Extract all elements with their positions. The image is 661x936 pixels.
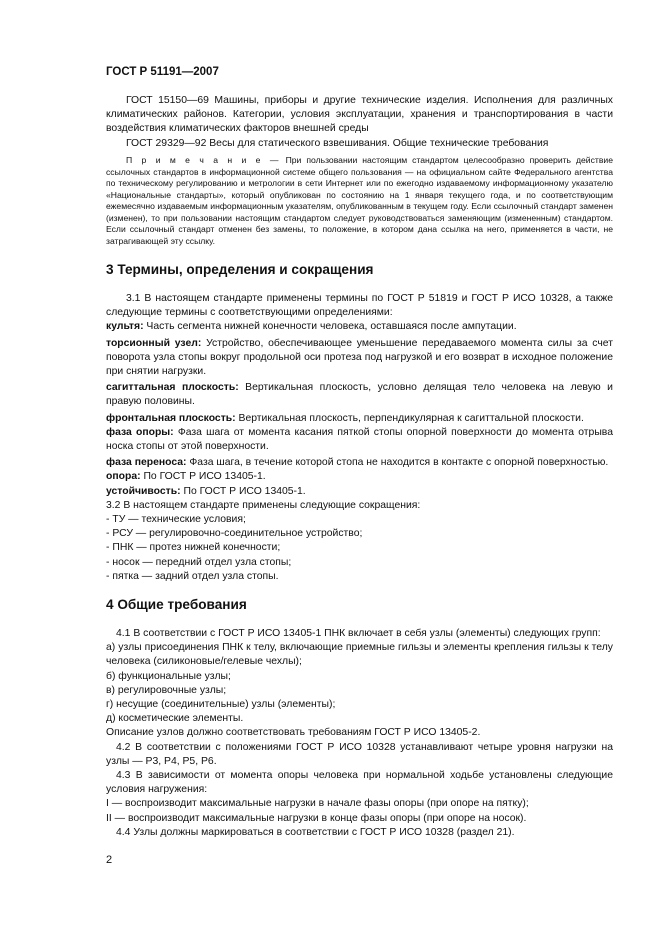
- term-item: [106, 320, 613, 334]
- term-label: устойчивость:: [106, 485, 181, 497]
- term-item: [106, 485, 613, 499]
- note-label: П р и м е ч а н и е —: [126, 155, 281, 165]
- term-item: [106, 456, 613, 470]
- term-item: [106, 426, 613, 454]
- term-label: торсионный узел:: [106, 337, 202, 349]
- term-label: сагиттальная плоскость:: [106, 382, 239, 394]
- paragraph-4-1-end: Описание узлов должно соответствовать требованиям ГОСТ Р ИСО 13405-2.: [106, 727, 481, 739]
- condition-item: II — воспроизводит максимальные нагрузки в конце фазы опоры (при опоре на носок).: [106, 812, 527, 824]
- section-4: [106, 597, 613, 612]
- section-3: [106, 262, 613, 277]
- references-block: [106, 94, 613, 151]
- abbr-item: - ТУ — технические условия;: [106, 514, 246, 526]
- term-definition: Вертикальная плоскость, перпендикулярная к сагиттальной плоскости.: [235, 412, 584, 424]
- note-text: При пользовании настоящим стандартом целесообразно проверить действие ссылочных стандартов в информационной системе общего пользования — на официальном сайте Федерального агентства по техническому регулированию и метрологии в сети Интернет или по ежегодно издаваемому информационному указателю «Национальные стандарты», который опубликован по состоянию на 1 января текущего года, и по соответствующим ежемесячно издаваемым информационным указателям, опубликованным в текущем году. Если ссылочный стандарт заменен (изменен), то при пользовании настоящим стандартом следует руководствоваться заменяющим (измененным) стандартом. Если ссылочный стандарт отменен без замены, то положение, в котором дана ссылка на него, применяется в части, не затрагивающей эту ссылку.: [106, 155, 613, 246]
- list-item: в) регулировочные узлы;: [106, 684, 227, 696]
- section-4-title: 4 Общие требования: [106, 597, 247, 612]
- page-header: ГОСТ Р 51191—2007: [106, 66, 219, 78]
- term-label: культя:: [106, 321, 144, 333]
- paragraph-4-1: 4.1 В соответствии с ГОСТ Р ИСО 13405-1 ПНК включает в себя узлы (элементы) следующих групп:: [116, 628, 601, 639]
- page-number: 2: [106, 854, 113, 866]
- list-item: б) функциональные узлы;: [106, 670, 231, 682]
- section-3-body: [106, 292, 613, 584]
- term-definition: Фаза шага, в течение которой стопа не находится в контакте с опорной поверхностью.: [186, 457, 609, 469]
- term-definition: Устройство, обеспечивающее уменьшение передаваемого момента силы за счет поворота узла стопы вокруг продольной оси протеза под нагрузкой и его возврат в исходное положение при снятии нагрузки.: [106, 337, 613, 378]
- term-label: опора:: [106, 471, 141, 483]
- term-item: [106, 470, 613, 484]
- abbr-item: - носок — передний отдел узла стопы;: [106, 556, 292, 568]
- term-definition: Фаза шага от момента касания пяткой стопы опорной поверхности до момента отрыва носка стопы от этой поверхности.: [106, 426, 613, 453]
- abbr-item: - РСУ — регулировочно-соединительное устройство;: [106, 528, 363, 540]
- term-item: [106, 381, 613, 409]
- reference-item: ГОСТ 29329—92 Весы для статического взвешивания. Общие технические требования: [126, 137, 549, 149]
- paragraph-4-4: 4.4 Узлы должны маркироваться в соответствии с ГОСТ Р ИСО 10328 (раздел 21).: [116, 826, 515, 838]
- section-3-title: 3 Термины, определения и сокращения: [106, 262, 374, 277]
- list-item: г) несущие (соединительные) узлы (элементы);: [106, 699, 336, 711]
- abbr-item: - пятка — задний отдел узла стопы.: [106, 570, 279, 582]
- term-item: [106, 412, 613, 426]
- list-item: д) косметические элементы.: [106, 713, 244, 725]
- note-block: [106, 155, 613, 247]
- term-label: фронтальная плоскость:: [106, 412, 236, 424]
- paragraph-4-3: 4.3 В зависимости от момента опоры человека при нормальной ходьбе установлены следующие условия нагружения:: [106, 770, 613, 796]
- abbr-item: - ПНК — протез нижней конечности;: [106, 542, 281, 554]
- term-definition: По ГОСТ Р ИСО 13405-1.: [180, 485, 306, 497]
- term-definition: По ГОСТ Р ИСО 13405-1.: [140, 471, 266, 483]
- paragraph-3-1: 3.1 В настоящем стандарте применены термины по ГОСТ Р 51819 и ГОСТ Р ИСО 10328, а также следующие термины с соответствующими определениями:: [106, 293, 613, 319]
- list-item: а) узлы присоединения ПНК к телу, включающие приемные гильзы и элементы крепления гильзы к телу человека (силиконовые/гелевые чехлы);: [106, 642, 613, 668]
- term-label: фаза опоры:: [106, 426, 174, 438]
- term-definition: Часть сегмента нижней конечности человека, оставшаяся после ампутации.: [143, 321, 517, 333]
- term-item: [106, 337, 613, 380]
- term-definition: Вертикальная плоскость, условно делящая тело человека на левую и правую половины.: [106, 382, 613, 408]
- term-label: фаза переноса:: [106, 457, 187, 469]
- condition-item: I — воспроизводит максимальные нагрузки в начале фазы опоры (при опоре на пятку);: [106, 798, 529, 810]
- paragraph-3-2: 3.2 В настоящем стандарте применены следующие сокращения:: [106, 499, 421, 511]
- note-paragraph: [106, 155, 613, 247]
- section-4-body: [106, 627, 613, 840]
- paragraph-4-2: 4.2 В соответствии с положениями ГОСТ Р ИСО 10328 устанавливают четыре уровня нагрузки на узлы — Р3, Р4, Р5, Р6.: [106, 741, 613, 767]
- reference-item: ГОСТ 15150—69 Машины, приборы и другие технические изделия. Исполнения для различных климатических районов. Категории, условия эксплуатации, хранения и транспортирования в части воздействия климатических факторов внешней среды: [106, 95, 613, 135]
